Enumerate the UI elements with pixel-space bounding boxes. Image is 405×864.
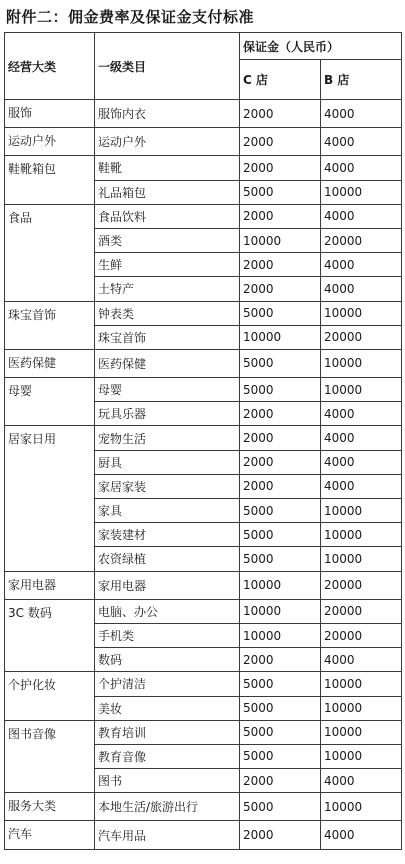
- cell-c-store-deposit: 2000: [240, 648, 321, 672]
- cell-c-store-deposit: 5000: [240, 180, 321, 204]
- cell-c-store-deposit: 5000: [240, 499, 321, 523]
- cell-c-store-deposit: 2000: [240, 450, 321, 474]
- table-row: [5, 426, 402, 450]
- table-row: [5, 128, 402, 156]
- header-business-category: 经营大类: [5, 33, 95, 100]
- cell-b-store-deposit: 4000: [321, 100, 402, 128]
- cell-c-store-deposit: 2000: [240, 128, 321, 156]
- cell-business-category: 个护化妆: [5, 672, 95, 720]
- cell-business-category: 图书音像: [5, 720, 95, 793]
- header-c-store: C 店: [240, 60, 321, 100]
- document-title: 附件二：佣金费率及保证金支付标准: [6, 8, 255, 26]
- cell-c-store-deposit: 5000: [240, 793, 321, 821]
- cell-primary-category: 钟表类: [95, 301, 240, 325]
- cell-c-store-deposit: 2000: [240, 156, 321, 180]
- cell-b-store-deposit: 20000: [321, 599, 402, 623]
- table-row: [5, 156, 402, 180]
- table-row: [5, 720, 402, 744]
- cell-primary-category: 礼品箱包: [95, 180, 240, 204]
- cell-b-store-deposit: 4000: [321, 474, 402, 498]
- cell-primary-category: 生鲜: [95, 253, 240, 277]
- cell-primary-category: 玩具乐器: [95, 402, 240, 426]
- cell-b-store-deposit: 10000: [321, 378, 402, 402]
- cell-c-store-deposit: 2000: [240, 426, 321, 450]
- cell-c-store-deposit: 5000: [240, 547, 321, 571]
- cell-b-store-deposit: 10000: [321, 499, 402, 523]
- cell-c-store-deposit: 2000: [240, 821, 321, 849]
- cell-c-store-deposit: 2000: [240, 474, 321, 498]
- cell-primary-category: 母婴: [95, 378, 240, 402]
- cell-c-store-deposit: 5000: [240, 720, 321, 744]
- cell-b-store-deposit: 20000: [321, 571, 402, 599]
- table-row: [5, 672, 402, 696]
- cell-primary-category: 教育培训: [95, 720, 240, 744]
- cell-primary-category: 服饰内衣: [95, 100, 240, 128]
- table-row: [5, 100, 402, 128]
- cell-primary-category: 食品饮料: [95, 204, 240, 228]
- cell-primary-category: 本地生活/旅游出行: [95, 793, 240, 821]
- cell-primary-category: 医药保健: [95, 349, 240, 377]
- cell-primary-category: 家用电器: [95, 571, 240, 599]
- cell-c-store-deposit: 5000: [240, 523, 321, 547]
- table-row: [5, 378, 402, 402]
- cell-primary-category: 手机类: [95, 623, 240, 647]
- table-row: [5, 301, 402, 325]
- deposit-standard-table: [4, 32, 402, 850]
- cell-b-store-deposit: 10000: [321, 523, 402, 547]
- cell-b-store-deposit: 10000: [321, 672, 402, 696]
- cell-c-store-deposit: 10000: [240, 623, 321, 647]
- cell-b-store-deposit: 4000: [321, 648, 402, 672]
- cell-primary-category: 家具: [95, 499, 240, 523]
- header-primary-category: 一级类目: [95, 33, 240, 100]
- cell-b-store-deposit: 20000: [321, 325, 402, 349]
- cell-b-store-deposit: 4000: [321, 426, 402, 450]
- cell-business-category: 医药保健: [5, 349, 95, 377]
- cell-b-store-deposit: 4000: [321, 128, 402, 156]
- cell-b-store-deposit: 10000: [321, 696, 402, 720]
- cell-primary-category: 电脑、办公: [95, 599, 240, 623]
- header-b-store: B 店: [321, 60, 402, 100]
- cell-b-store-deposit: 4000: [321, 821, 402, 849]
- cell-primary-category: 酒类: [95, 228, 240, 252]
- cell-c-store-deposit: 5000: [240, 744, 321, 768]
- cell-c-store-deposit: 10000: [240, 325, 321, 349]
- cell-b-store-deposit: 20000: [321, 228, 402, 252]
- cell-primary-category: 鞋靴: [95, 156, 240, 180]
- cell-primary-category: 厨具: [95, 450, 240, 474]
- cell-business-category: 居家日用: [5, 426, 95, 571]
- cell-c-store-deposit: 10000: [240, 599, 321, 623]
- cell-primary-category: 农资绿植: [95, 547, 240, 571]
- cell-business-category: 珠宝首饰: [5, 301, 95, 349]
- cell-primary-category: 图书: [95, 769, 240, 793]
- cell-b-store-deposit: 10000: [321, 793, 402, 821]
- cell-c-store-deposit: 10000: [240, 571, 321, 599]
- cell-b-store-deposit: 20000: [321, 623, 402, 647]
- cell-business-category: 服务大类: [5, 793, 95, 821]
- cell-business-category: 3C 数码: [5, 599, 95, 672]
- cell-c-store-deposit: 2000: [240, 769, 321, 793]
- cell-primary-category: 美妆: [95, 696, 240, 720]
- table-row: [5, 571, 402, 599]
- cell-business-category: 鞋靴箱包: [5, 156, 95, 204]
- cell-b-store-deposit: 4000: [321, 204, 402, 228]
- cell-c-store-deposit: 10000: [240, 228, 321, 252]
- table-row: [5, 599, 402, 623]
- cell-c-store-deposit: 5000: [240, 672, 321, 696]
- cell-business-category: 母婴: [5, 378, 95, 426]
- cell-primary-category: 个护清洁: [95, 672, 240, 696]
- cell-business-category: 食品: [5, 204, 95, 301]
- cell-primary-category: 汽车用品: [95, 821, 240, 849]
- cell-b-store-deposit: 4000: [321, 450, 402, 474]
- cell-b-store-deposit: 10000: [321, 547, 402, 571]
- cell-primary-category: 教育音像: [95, 744, 240, 768]
- cell-b-store-deposit: 4000: [321, 277, 402, 301]
- table-row: [5, 204, 402, 228]
- cell-primary-category: 珠宝首饰: [95, 325, 240, 349]
- cell-c-store-deposit: 5000: [240, 696, 321, 720]
- cell-primary-category: 家居家装: [95, 474, 240, 498]
- cell-c-store-deposit: 5000: [240, 349, 321, 377]
- cell-business-category: 运动户外: [5, 128, 95, 156]
- cell-c-store-deposit: 2000: [240, 100, 321, 128]
- table-row: [5, 821, 402, 849]
- cell-c-store-deposit: 5000: [240, 301, 321, 325]
- table-body: [5, 100, 402, 850]
- cell-c-store-deposit: 2000: [240, 253, 321, 277]
- cell-c-store-deposit: 2000: [240, 204, 321, 228]
- cell-business-category: 家用电器: [5, 571, 95, 599]
- cell-c-store-deposit: 2000: [240, 402, 321, 426]
- header-deposit: 保证金（人民币）: [240, 33, 402, 60]
- cell-business-category: 汽车: [5, 821, 95, 849]
- cell-c-store-deposit: 5000: [240, 378, 321, 402]
- cell-b-store-deposit: 10000: [321, 349, 402, 377]
- cell-primary-category: 数码: [95, 648, 240, 672]
- table-header: [5, 33, 402, 100]
- cell-b-store-deposit: 4000: [321, 253, 402, 277]
- cell-c-store-deposit: 2000: [240, 277, 321, 301]
- cell-b-store-deposit: 10000: [321, 301, 402, 325]
- cell-business-category: 服饰: [5, 100, 95, 128]
- cell-b-store-deposit: 4000: [321, 156, 402, 180]
- cell-b-store-deposit: 4000: [321, 769, 402, 793]
- cell-primary-category: 宠物生活: [95, 426, 240, 450]
- cell-primary-category: 运动户外: [95, 128, 240, 156]
- cell-b-store-deposit: 4000: [321, 402, 402, 426]
- cell-b-store-deposit: 10000: [321, 180, 402, 204]
- table-row: [5, 349, 402, 377]
- cell-b-store-deposit: 10000: [321, 744, 402, 768]
- table-row: [5, 793, 402, 821]
- cell-primary-category: 土特产: [95, 277, 240, 301]
- cell-b-store-deposit: 10000: [321, 720, 402, 744]
- cell-primary-category: 家装建材: [95, 523, 240, 547]
